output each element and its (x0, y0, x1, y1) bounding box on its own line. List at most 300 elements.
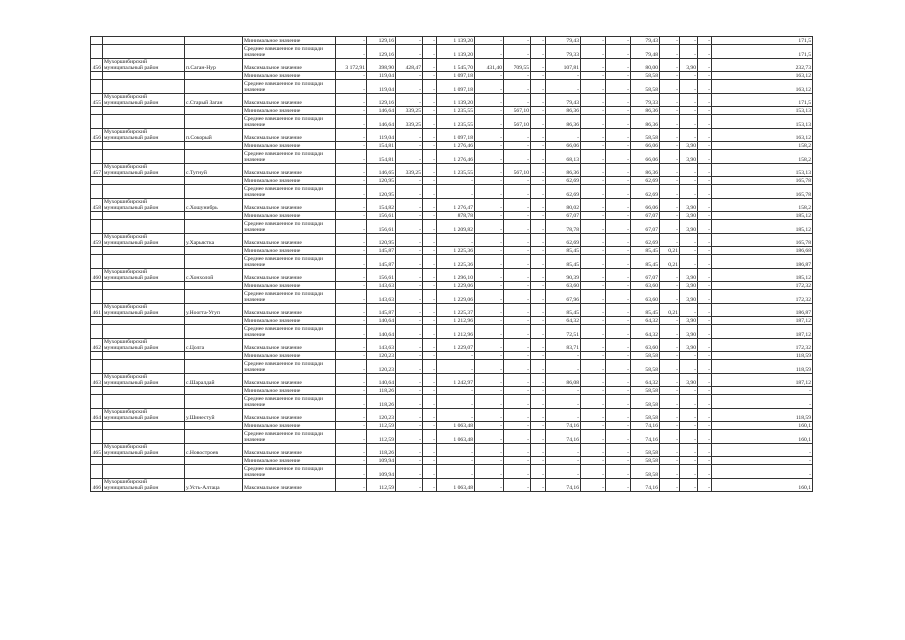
value-type-cell: Среднее взвешенное по площади значение (243, 360, 336, 374)
value-cell: - (531, 282, 546, 290)
settlement-cell (185, 290, 243, 304)
value-cell: 74,16 (631, 422, 660, 430)
row-number-cell (91, 185, 103, 199)
value-cell: 83,71 (546, 339, 581, 352)
district-cell (103, 247, 185, 255)
value-cell: - (336, 422, 367, 430)
value-cell: - (396, 325, 423, 339)
value-cell: - (581, 247, 606, 255)
value-cell: - (581, 479, 606, 492)
district-cell (103, 387, 185, 395)
value-cell: 72,51 (546, 325, 581, 339)
value-cell: - (423, 360, 437, 374)
settlement-cell: у.Ноогта-Угуп (185, 304, 243, 317)
value-cell: - (546, 360, 581, 374)
value-cell: 118,59 (712, 409, 813, 422)
value-cell: 78,78 (546, 220, 581, 234)
value-cell: - (581, 234, 606, 247)
value-cell: - (504, 409, 531, 422)
value-cell: - (437, 352, 475, 360)
district-cell (103, 220, 185, 234)
value-cell: - (680, 422, 698, 430)
value-cell: - (437, 444, 475, 457)
table-body (91, 37, 813, 492)
value-cell: - (712, 387, 813, 395)
value-cell: - (423, 269, 437, 282)
value-cell: 120,23 (367, 409, 396, 422)
value-cell: - (531, 430, 546, 444)
value-cell: 64,32 (631, 325, 660, 339)
value-cell: - (396, 479, 423, 492)
value-cell: - (581, 422, 606, 430)
value-cell: - (475, 37, 504, 45)
value-cell: - (680, 255, 698, 269)
value-cell: 58,58 (631, 409, 660, 422)
district-cell (103, 142, 185, 150)
row-number-cell: 456 (91, 59, 103, 72)
value-cell: - (475, 255, 504, 269)
district-cell (103, 290, 185, 304)
value-cell: - (660, 409, 680, 422)
settlement-cell (185, 457, 243, 465)
value-cell: - (698, 129, 712, 142)
row-number-cell: 455 (91, 94, 103, 107)
table-row (91, 290, 813, 304)
table-row (91, 107, 813, 115)
value-cell: - (336, 107, 367, 115)
value-cell: - (475, 199, 504, 212)
value-cell: - (660, 37, 680, 45)
row-number-cell (91, 107, 103, 115)
value-cell: 171,5 (712, 45, 813, 59)
value-cell: - (606, 107, 631, 115)
value-cell: - (660, 185, 680, 199)
value-cell: - (336, 45, 367, 59)
value-cell: - (475, 94, 504, 107)
row-number-cell (91, 282, 103, 290)
value-cell: 58,58 (631, 129, 660, 142)
value-cell: - (660, 107, 680, 115)
value-cell: - (698, 255, 712, 269)
value-cell: - (475, 422, 504, 430)
value-type-cell: Среднее взвешенное по площади значение (243, 185, 336, 199)
value-cell: - (423, 479, 437, 492)
value-cell: - (475, 465, 504, 479)
district-cell (103, 150, 185, 164)
value-cell: - (581, 465, 606, 479)
row-number-cell (91, 247, 103, 255)
value-cell: 120,95 (367, 185, 396, 199)
value-cell: - (698, 199, 712, 212)
value-cell: 86,36 (546, 115, 581, 129)
table-row (91, 479, 813, 492)
value-cell: 171,5 (712, 94, 813, 107)
value-cell: - (698, 142, 712, 150)
value-cell: - (504, 430, 531, 444)
value-cell: - (606, 290, 631, 304)
value-cell: 63,60 (631, 282, 660, 290)
value-cell: - (423, 37, 437, 45)
value-cell: 145,87 (367, 247, 396, 255)
value-cell: - (698, 212, 712, 220)
value-cell: 186,87 (712, 304, 813, 317)
value-cell: - (336, 387, 367, 395)
row-number-cell: 460 (91, 269, 103, 282)
value-cell: - (581, 290, 606, 304)
value-cell: - (423, 142, 437, 150)
value-cell: - (475, 247, 504, 255)
value-cell: - (475, 142, 504, 150)
value-cell: - (396, 339, 423, 352)
settlement-cell (185, 45, 243, 59)
value-cell: - (546, 72, 581, 80)
value-cell: - (504, 317, 531, 325)
table-row (91, 94, 813, 107)
value-cell: 567,10 (504, 107, 531, 115)
value-cell: - (336, 339, 367, 352)
value-cell: 186,87 (712, 255, 813, 269)
value-cell: - (698, 282, 712, 290)
value-type-cell: Минимальное значение (243, 37, 336, 45)
value-cell: - (504, 220, 531, 234)
table-row (91, 164, 813, 177)
value-cell: - (423, 199, 437, 212)
value-cell: - (698, 317, 712, 325)
row-number-cell (91, 290, 103, 304)
value-cell: 160,1 (712, 479, 813, 492)
value-cell: - (581, 177, 606, 185)
table-row (91, 409, 813, 422)
table-row (91, 234, 813, 247)
value-cell: - (504, 247, 531, 255)
value-cell: - (680, 234, 698, 247)
value-cell: - (475, 185, 504, 199)
value-cell: - (504, 255, 531, 269)
value-cell: - (606, 282, 631, 290)
value-cell: 1 225,36 (437, 247, 475, 255)
district-cell (103, 325, 185, 339)
value-cell: - (396, 234, 423, 247)
value-cell: - (698, 234, 712, 247)
value-type-cell: Среднее взвешенное по площади значение (243, 80, 336, 94)
row-number-cell (91, 150, 103, 164)
value-cell: 85,45 (546, 247, 581, 255)
value-cell: - (606, 352, 631, 360)
value-cell: - (475, 339, 504, 352)
value-cell: 398,90 (367, 59, 396, 72)
value-cell: - (504, 72, 531, 80)
value-cell: 63,60 (631, 290, 660, 304)
value-cell: - (336, 255, 367, 269)
value-cell: 63,60 (631, 339, 660, 352)
value-cell: - (581, 317, 606, 325)
value-cell: - (423, 409, 437, 422)
value-cell: 1 229,06 (437, 282, 475, 290)
value-cell: - (423, 129, 437, 142)
district-cell (103, 422, 185, 430)
value-cell: 3,90 (680, 269, 698, 282)
value-cell: - (423, 255, 437, 269)
value-cell: - (531, 80, 546, 94)
value-cell: 1 229,06 (437, 290, 475, 304)
value-cell: 86,36 (546, 164, 581, 177)
value-cell: - (606, 317, 631, 325)
value-cell: - (531, 444, 546, 457)
value-cell: 112,59 (367, 479, 396, 492)
value-type-cell: Среднее взвешенное по площади значение (243, 465, 336, 479)
value-cell: - (336, 164, 367, 177)
valuation-table (90, 36, 813, 492)
value-cell: - (698, 444, 712, 457)
value-cell: - (531, 164, 546, 177)
value-type-cell: Минимальное значение (243, 457, 336, 465)
district-cell (103, 360, 185, 374)
value-cell: 156,61 (367, 269, 396, 282)
row-number-cell (91, 212, 103, 220)
value-type-cell: Среднее взвешенное по площади значение (243, 430, 336, 444)
value-cell: - (546, 409, 581, 422)
value-cell: 3,90 (680, 317, 698, 325)
value-type-cell: Максимальное значение (243, 409, 336, 422)
table-row (91, 59, 813, 72)
table-row (91, 269, 813, 282)
value-type-cell: Минимальное значение (243, 352, 336, 360)
value-cell: 1 139,20 (437, 94, 475, 107)
value-cell: - (660, 269, 680, 282)
value-cell: - (437, 409, 475, 422)
value-cell: - (336, 220, 367, 234)
value-cell: 112,59 (367, 422, 396, 430)
value-cell: - (698, 59, 712, 72)
value-cell: - (660, 430, 680, 444)
value-cell: 85,45 (546, 255, 581, 269)
value-cell: 67,07 (631, 269, 660, 282)
value-cell: 58,58 (631, 360, 660, 374)
value-cell: - (504, 45, 531, 59)
value-cell: - (606, 37, 631, 45)
value-cell: 107,81 (546, 59, 581, 72)
value-cell: - (423, 115, 437, 129)
value-type-cell: Максимальное значение (243, 199, 336, 212)
table-row (91, 247, 813, 255)
value-cell: - (531, 115, 546, 129)
value-cell: 62,69 (546, 177, 581, 185)
table-row (91, 212, 813, 220)
value-cell: - (336, 234, 367, 247)
value-cell: - (437, 465, 475, 479)
settlement-cell (185, 360, 243, 374)
value-cell: - (698, 339, 712, 352)
value-cell: - (680, 479, 698, 492)
value-cell: - (423, 352, 437, 360)
district-cell (103, 457, 185, 465)
value-cell: - (336, 269, 367, 282)
value-cell: 0,21 (660, 247, 680, 255)
value-cell: - (546, 444, 581, 457)
value-cell: - (531, 129, 546, 142)
value-cell: - (423, 374, 437, 387)
value-cell: - (423, 164, 437, 177)
value-cell: - (531, 304, 546, 317)
settlement-cell: с.Хонхолой (185, 269, 243, 282)
settlement-cell (185, 107, 243, 115)
value-cell: - (475, 360, 504, 374)
value-cell: - (698, 72, 712, 80)
value-cell: - (546, 80, 581, 94)
table-row (91, 339, 813, 352)
value-cell: 154,82 (367, 199, 396, 212)
value-cell: - (581, 59, 606, 72)
value-cell: - (698, 177, 712, 185)
district-cell (103, 465, 185, 479)
value-cell: - (698, 409, 712, 422)
table-row (91, 185, 813, 199)
row-number-cell (91, 465, 103, 479)
value-cell: - (336, 80, 367, 94)
value-cell: - (396, 37, 423, 45)
value-cell: - (606, 444, 631, 457)
value-cell: - (396, 177, 423, 185)
district-cell: Мухоршибирский муниципальный район (103, 269, 185, 282)
value-cell: - (698, 352, 712, 360)
value-cell: 58,58 (631, 72, 660, 80)
row-number-cell (91, 72, 103, 80)
district-cell: Мухоршибирский муниципальный район (103, 444, 185, 457)
district-cell (103, 115, 185, 129)
value-cell: - (396, 45, 423, 59)
value-cell: - (504, 212, 531, 220)
settlement-cell (185, 220, 243, 234)
value-cell: - (581, 107, 606, 115)
settlement-cell (185, 352, 243, 360)
value-cell: - (396, 304, 423, 317)
table-row (91, 374, 813, 387)
value-cell: - (475, 72, 504, 80)
value-cell: - (336, 395, 367, 409)
value-cell: - (531, 185, 546, 199)
row-number-cell (91, 430, 103, 444)
value-cell: - (660, 339, 680, 352)
value-cell: - (680, 409, 698, 422)
value-cell: - (606, 374, 631, 387)
value-cell: - (606, 150, 631, 164)
value-cell: - (475, 164, 504, 177)
value-cell: - (698, 430, 712, 444)
value-cell: - (698, 304, 712, 317)
value-cell: - (504, 360, 531, 374)
value-cell: 109,94 (367, 457, 396, 465)
value-cell: - (336, 247, 367, 255)
value-cell: - (423, 465, 437, 479)
row-number-cell: 464 (91, 409, 103, 422)
value-cell: - (680, 247, 698, 255)
value-cell: - (475, 269, 504, 282)
value-cell: 85,45 (546, 304, 581, 317)
value-cell: 118,26 (367, 395, 396, 409)
value-cell: 145,87 (367, 255, 396, 269)
value-cell: - (396, 282, 423, 290)
value-type-cell: Максимальное значение (243, 339, 336, 352)
value-cell: 129,16 (367, 45, 396, 59)
value-cell: 79,48 (631, 45, 660, 59)
table-row (91, 444, 813, 457)
row-number-cell: 465 (91, 444, 103, 457)
value-type-cell: Минимальное значение (243, 72, 336, 80)
value-cell: - (698, 115, 712, 129)
value-cell: - (606, 80, 631, 94)
value-cell: 62,69 (546, 234, 581, 247)
value-cell: - (336, 457, 367, 465)
settlement-cell (185, 422, 243, 430)
district-cell (103, 185, 185, 199)
value-cell: - (546, 387, 581, 395)
row-number-cell (91, 220, 103, 234)
settlement-cell (185, 150, 243, 164)
value-cell: - (437, 234, 475, 247)
value-cell: - (336, 115, 367, 129)
value-cell: - (698, 164, 712, 177)
value-type-cell: Максимальное значение (243, 304, 336, 317)
value-cell: - (581, 185, 606, 199)
value-type-cell: Минимальное значение (243, 387, 336, 395)
value-cell: 68,13 (546, 150, 581, 164)
value-cell: - (423, 247, 437, 255)
value-cell: 156,61 (367, 220, 396, 234)
value-cell: - (698, 387, 712, 395)
value-cell: - (396, 269, 423, 282)
settlement-cell: у.Шинестуй (185, 409, 243, 422)
table-row (91, 80, 813, 94)
value-cell: - (396, 352, 423, 360)
value-cell: - (606, 479, 631, 492)
value-cell: 187,12 (712, 325, 813, 339)
settlement-cell (185, 115, 243, 129)
value-cell: - (336, 304, 367, 317)
value-cell: 129,16 (367, 94, 396, 107)
table-row (91, 37, 813, 45)
value-cell: 232,73 (712, 59, 813, 72)
value-cell: 153,13 (712, 107, 813, 115)
value-cell: - (336, 374, 367, 387)
value-cell: - (680, 115, 698, 129)
settlement-cell: с.Старый Заган (185, 94, 243, 107)
value-cell: 187,12 (712, 317, 813, 325)
value-cell: - (336, 212, 367, 220)
value-cell: 567,10 (504, 164, 531, 177)
value-cell: - (606, 339, 631, 352)
value-cell: - (606, 465, 631, 479)
value-cell: - (531, 409, 546, 422)
value-cell: - (660, 325, 680, 339)
value-cell: - (680, 80, 698, 94)
value-cell: - (504, 374, 531, 387)
value-cell: - (531, 465, 546, 479)
value-cell: - (504, 80, 531, 94)
value-cell: - (336, 72, 367, 80)
value-cell: - (581, 150, 606, 164)
value-cell: 172,32 (712, 290, 813, 304)
table-row (91, 255, 813, 269)
value-cell: 120,23 (367, 360, 396, 374)
row-number-cell: 461 (91, 304, 103, 317)
table-row (91, 150, 813, 164)
settlement-cell (185, 282, 243, 290)
value-cell: 1 063,48 (437, 479, 475, 492)
value-cell: - (660, 115, 680, 129)
value-cell: - (437, 360, 475, 374)
value-cell: 3,90 (680, 339, 698, 352)
value-cell: - (336, 317, 367, 325)
